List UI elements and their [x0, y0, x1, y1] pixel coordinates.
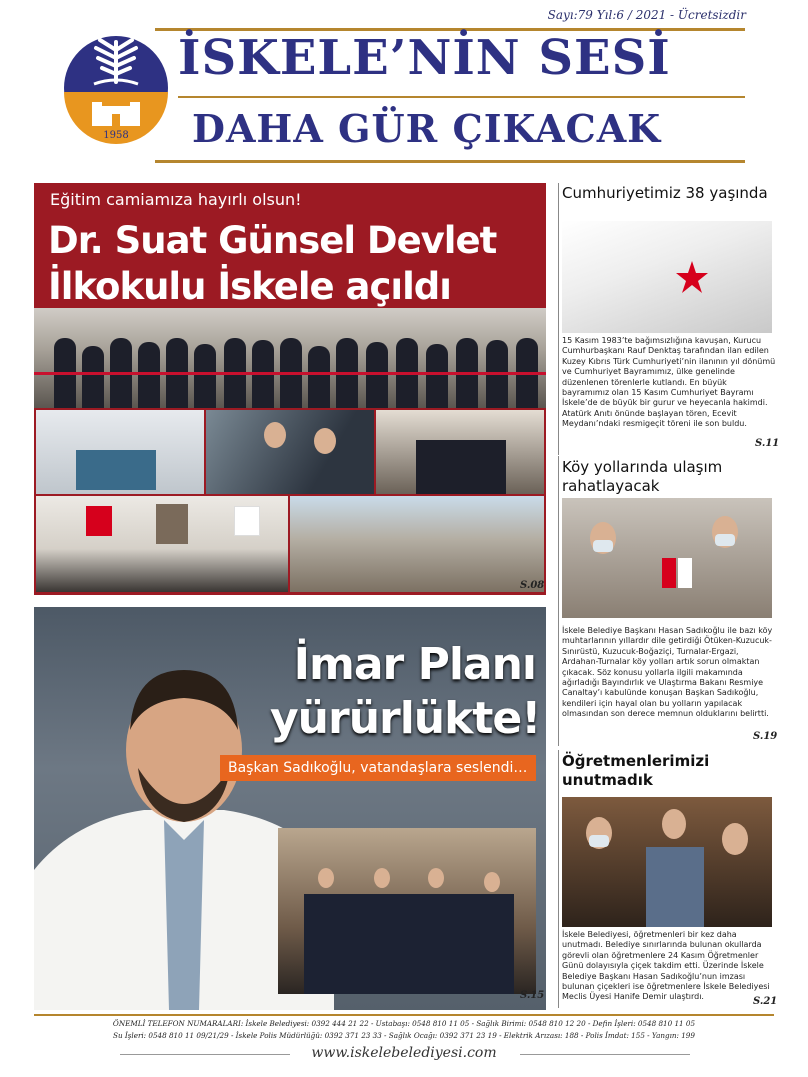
footer-phones-1: ÖNEMLİ TELEFON NUMARALARI: İskele Belediyesi: 0392 444 21 22 - Ustabaşı: 0548 810 11 05 - Sağlık Birimi: 0548 810 12 20 - Defin İşleri: 0548 810 11 05 — [112, 1019, 696, 1028]
guests-photo — [376, 410, 544, 494]
masthead-bottom-rule — [155, 160, 745, 163]
lead-kicker: Eğitim camiamıza hayırlı olsun! — [50, 190, 302, 209]
sidebar-text-republic: 15 Kasım 1983’te bağımsızlığına kavuşan, Kurucu Cumhurbaşkanı Rauf Denktaş tarafından ilan edilen Kuzey Kıbrıs Türk Cumhuriyeti’nin ilanının yıl dönümü ve Cumhuriyet Bayramımız, ülke genelinde düzenlenen törenlerle kutlandı. En büyük bayramımız olan 15 Kasım Cumhuriyet Bayramı İskele’de de büyük bir gurur ve heyecanla hakimdi. Atatürk Anıtı önünde başlayan tören, Ecevit Meydanı’ndaki resmigeçit töreni ile son buldu. — [562, 336, 776, 429]
sidebar-text-roads: İskele Belediye Başkanı Hasan Sadıkoğlu ile bazı köy muhtarlarının yıllardır dile getirdiği Ötüken-Kuzucuk-Sınırüstü, Kuzucuk-Boğaziçi, Turnalar-Ergazi, Ardahan-Turnalar köy yolları artık sorun olmaktan çıkacak. Söz konusu yollarla ilgili makamında ağırladığı Bayındırlık ve Ulaştırma Bakanı Resmiye Canaltay’ı kabulünde konuşan Başkan Sadıkoğlu, kendileri için hayal olan bu yolların yapılacak olmasından son derece memnun olduklarını belirtti. — [562, 626, 773, 719]
sidebar-page-ref-teachers: S.21 — [753, 996, 778, 1007]
sidebar-title-roads: Köy yollarında ulaşım rahatlayacak — [562, 458, 723, 495]
municipality-logo — [60, 22, 172, 162]
website-link[interactable]: www.iskelebelediyesi.com — [311, 1045, 497, 1061]
zoning-headline — [270, 638, 541, 746]
audience-photo — [290, 496, 544, 592]
zoning-subhead: Başkan Sadıkoğlu, vatandaşlara seslendi… — [220, 755, 536, 781]
sidebar-page-ref-republic: S.11 — [755, 438, 780, 449]
masthead-rule — [178, 96, 745, 98]
sidebar-page-ref-roads: S.19 — [753, 731, 778, 742]
officials-photo — [206, 410, 374, 494]
logo-text: İSKELE BELEDİYESİ — [87, 145, 145, 152]
delegation-photo — [278, 828, 536, 994]
masthead-title: İSKELE’NİN SESİ — [178, 30, 671, 86]
ceremony-stage-photo — [36, 496, 288, 592]
lead-page-ref: S.08 — [520, 580, 545, 591]
zoning-headline-line1: İmar Planı — [293, 639, 536, 690]
lead-headline: Dr. Suat Günsel Devlet İlkokulu İskele açıldı — [48, 219, 497, 308]
roads-meeting-photo — [562, 498, 772, 618]
issue-info: Sayı:79 Yıl:6 / 2021 - Ücretsizdir — [547, 8, 746, 22]
sidebar-title-republic: Cumhuriyetimiz 38 yaşında — [562, 184, 768, 202]
logo-year: 1958 — [103, 130, 129, 141]
footer-phones-2: Su İşleri: 0548 810 11 09/21/29 - İskele Polis Müdürlüğü: 0392 371 23 33 - Sağlık Ocağı: 0392 371 23 19 - Elektrik Arızası: 188 - Polis İmdat: 155 - Yangın: 199 — [113, 1031, 695, 1040]
teachers-photo — [562, 797, 772, 927]
sidebar-title-teachers: Öğretmenlerimizi unutmadık — [562, 752, 710, 789]
ribbon-cutting-photo — [34, 308, 546, 408]
school-building-photo — [36, 410, 204, 494]
zoning-headline-line2: yürürlükte! — [270, 693, 541, 744]
masthead-subtitle: DAHA GÜR ÇIKACAK — [192, 106, 662, 151]
zoning-page-ref: S.15 — [520, 990, 545, 1001]
footer-rule — [34, 1014, 774, 1016]
sidebar-text-teachers: İskele Belediyesi, öğretmenleri bir kez daha unutmadı. Belediye sınırlarında bulunan okullarda görevli olan öğretmenlere 24 Kasım Öğretmenler Günü dolayısıyla çiçek takdim etti. Üzerinde İskele Belediye Başkanı Hasan Sadıkoğlu’nun imzası bulunan çiçekleri ise öğretmenlere İskele Belediyesi Meclis Üyesi Hanife Demir ulaştırdı. — [562, 930, 770, 1002]
flag-photo — [562, 221, 772, 333]
